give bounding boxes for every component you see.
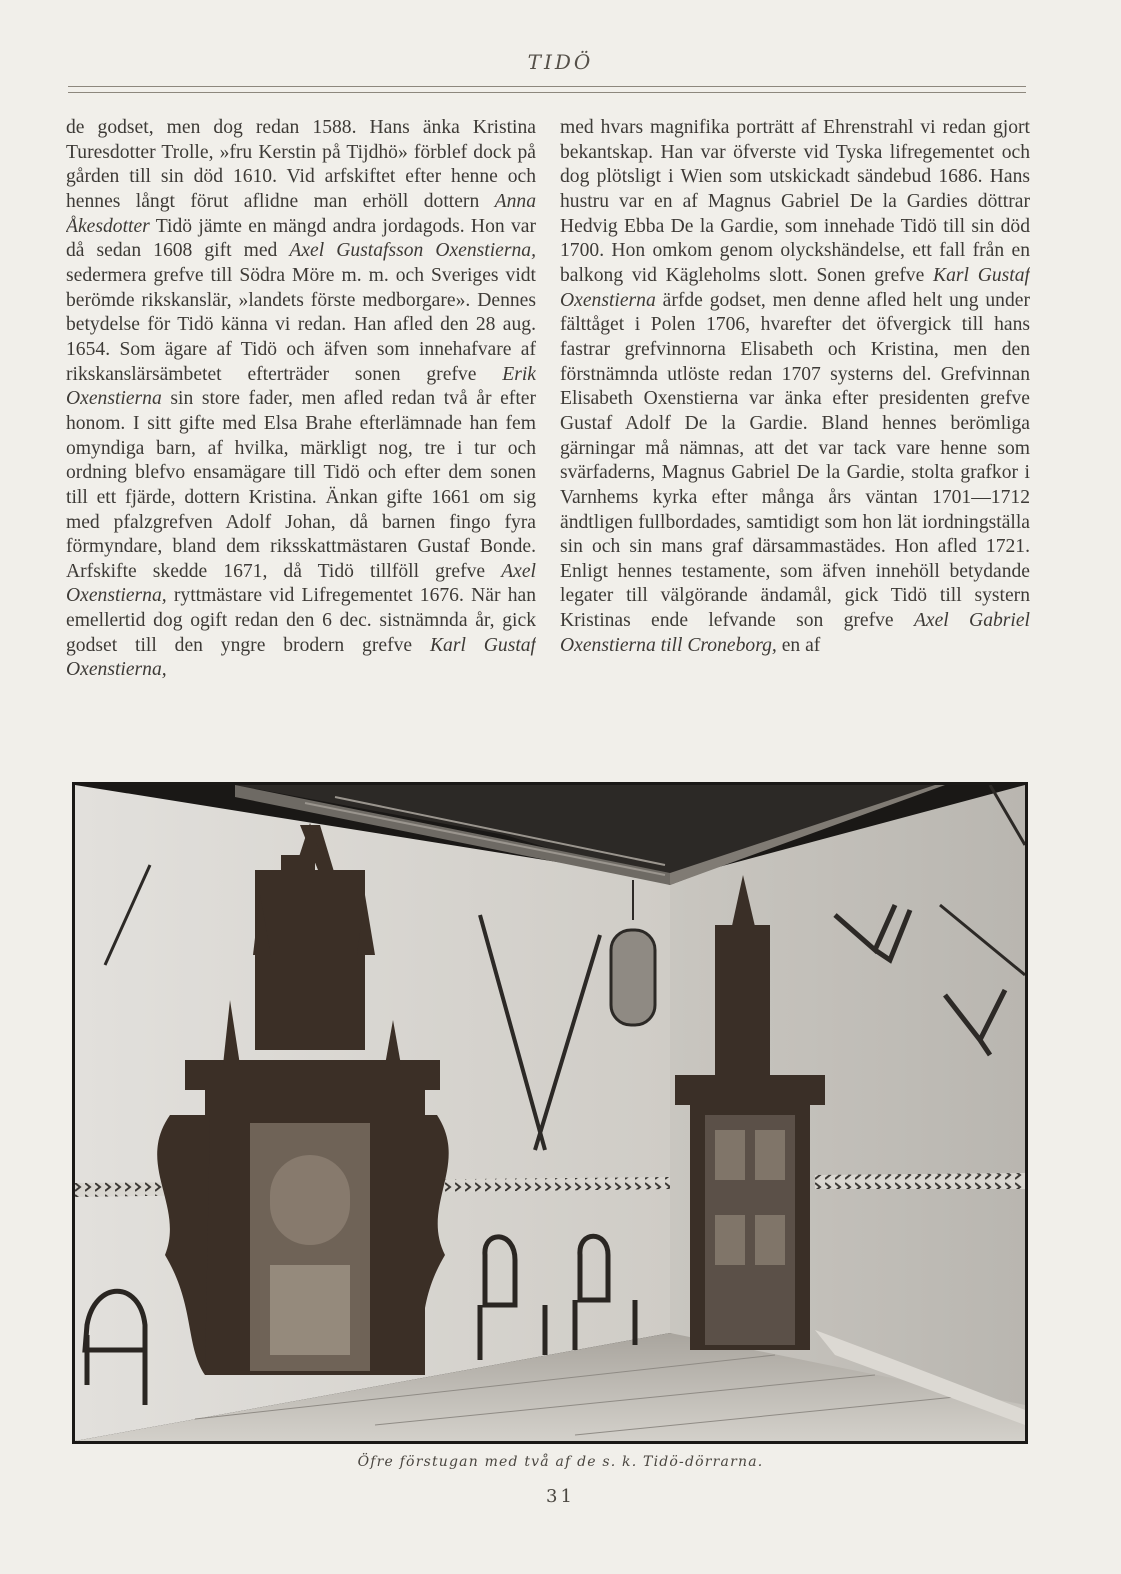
running-title: TIDÖ <box>527 50 594 74</box>
italic-name-run: Karl Gustaf Oxenstierna, <box>66 634 536 681</box>
text-run: sin store fader, men afled redan två år efter honom. I sitt gifte med Elsa Brahe efterlämnade han fem omyndiga barn, af hvilka, märkligt nog, tre i tur och ordning blefvo ensamägare till Tidö och efter dem sonen till ett fjärde, dottern Kristina. Änkan gifte 1661 om sig med pfalzgrefven Adolf Johan, då barnen fingo fyra förmyndare, bland dem riksskattmästaren Gustaf Bonde. Arfskifte skedde 1671, då Tidö tillföll grefve <box>66 388 536 582</box>
italic-name-run: Erik Oxenstierna <box>66 363 536 410</box>
text-column-right <box>560 116 1030 766</box>
text-run: en af <box>776 634 821 656</box>
text-run: med hvars magnifika porträtt af Ehrenstrahl vi redan gjort bekantskap. Han var öfverste vid Tyska lifregementet och dog plötsligt i Wien som utskickadt sändebud 1686. Hans hustru var en af Magnus Gabriel De la Gardies döttrar Hedvig Ebba De la Gardie, som innehade Tidö till sin död 1700. Hon omkom genom olyckshändelse, ett fall från en balkong vid Kägleholms slott. Sonen grefve <box>560 117 1030 286</box>
italic-name-run: Anna Åkesdotter <box>66 190 536 237</box>
header-rule <box>68 86 1026 93</box>
figure-caption: Öfre förstugan med två af de s. k. Tidö-dörrarna. <box>357 1454 764 1470</box>
page-number: 31 <box>546 1486 575 1507</box>
interior-photograph <box>72 782 1028 1444</box>
italic-name-run: Karl Gustaf Oxenstierna <box>560 264 1030 311</box>
text-run: ryttmästare vid Lifregementet 1676. När han emellertid dog ogift redan den 6 dec. sistnämnda år, gick godset till den yngre brodern grefve <box>66 585 536 656</box>
italic-name-run: Axel Oxenstierna, <box>66 560 536 607</box>
text-run: sedermera grefve till Södra Möre m. m. och Sveriges vidt berömde rikskanslär, »landets förste medborgare». Dennes betydelse för Tidö känna vi redan. Han afled den 28 aug. 1654. Som ägare af Tidö och äfven som innehafvare af rikskanslärsämbetet efterträder sonen grefve <box>66 264 536 385</box>
italic-name-run: Axel Gabriel Oxenstierna till Croneborg, <box>560 610 1030 656</box>
text-run: ärfde godset, men denne afled helt ung under fälttåget i Polen 1706, hvarefter det öfvergick till hans fastrar grefvinnorna Elisabeth och Kristina, men den förstnämnda utlöste redan 1707 systerns del. Grefvinnan Elisabeth Oxenstierna var änka efter presidenten grefve Gustaf Adolf De la Gardie. Bland hennes berömliga gärningar må nämnas, att det var tack vare henne som svärfaderns, Magnus Gabriel De la Gardie, stolta grafkor i Varnhems kyrka efter många års väntan 1701—1712 ändtligen fullbordades, samtidigt som hon lät iordningställa sin och sin mans graf därsammastädes. Hon afled 1721. Enligt hennes testamente, som äfven innehöll betydande legater till välgörande ändamål, gick Tidö till systern Kristinas ende lefvande son grefve <box>560 289 1030 632</box>
italic-name-run: Axel Gustafsson Oxenstierna, <box>289 240 536 262</box>
text-column-left <box>66 116 536 766</box>
text-run: Tidö jämte en mängd andra jordagods. Hon var då sedan 1608 gift med <box>66 215 536 262</box>
text-run: de godset, men dog redan 1588. Hans änka Kristina Turesdotter Trolle, »fru Kerstin på Tijdhö» förblef dock på gården till sin död 1610. Vid arfskiftet efter henne och hennes långt förut aflidne man erhöll dottern <box>66 117 536 212</box>
